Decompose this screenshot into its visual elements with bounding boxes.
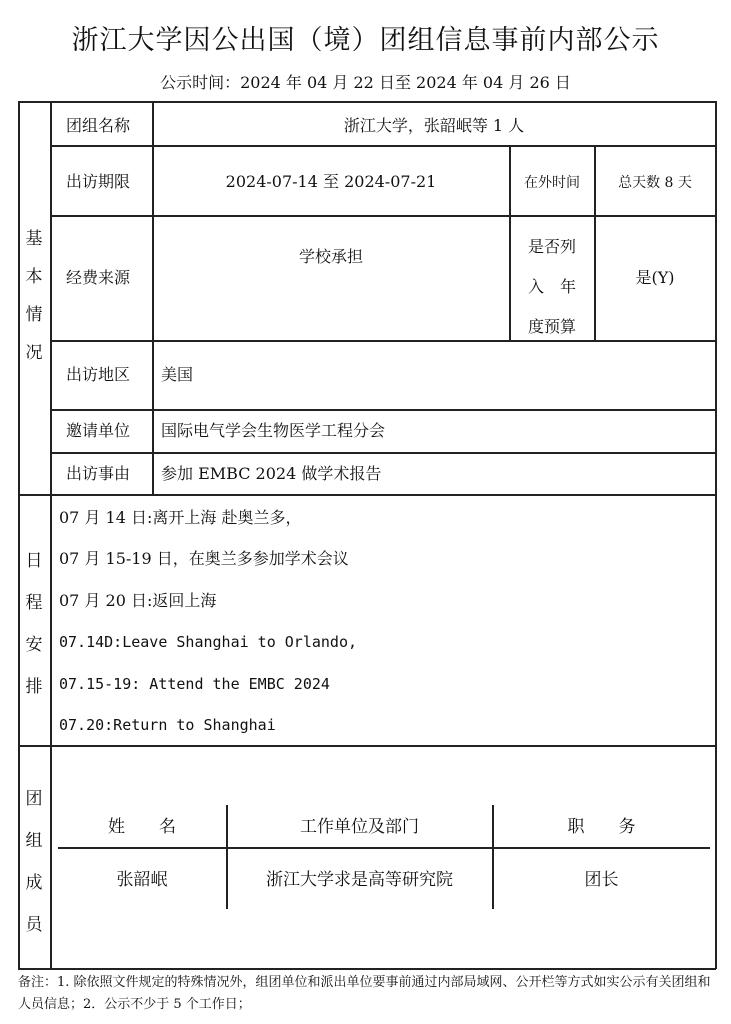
group-name-value: 浙江大学，张韶岷等 1 人 [343,116,525,135]
schedule-item: 07.14D:Leave Shanghai to Orlando, [59,633,358,651]
region-value: 美国 [161,365,194,384]
purpose-label: 出访事由 [66,464,131,483]
budget-value: 是(Y) [635,268,675,287]
abroad-days-value: 总天数 8 天 [618,175,692,191]
group-name-label: 团组名称 [66,116,131,135]
sidebar-divider [50,101,52,969]
basic-section-label: 基 本 情 况 [25,229,43,363]
schedule-item: 07.20:Return to Shanghai [59,716,276,734]
section-divider-members [18,745,716,747]
page-title: 浙江大学因公出国（境）团组信息事前内部公示 [71,25,660,56]
section-divider-schedule [18,494,716,496]
funding-value: 学校承担 [298,247,363,266]
row-divider [50,215,716,217]
inviter-value: 国际电气学会生物医学工程分会 [161,421,386,440]
members-header-unit: 工作单位及部门 [300,817,419,837]
members-section-label: 团 组 成 员 [25,789,43,935]
publicity-period: 公示时间：2024 年 04 月 22 日至 2024 年 04 月 26 日 [160,73,571,92]
table-top-border [18,101,716,103]
member-name: 张韶岷 [116,870,168,890]
row-divider [50,145,716,147]
members-header-divider [58,847,710,849]
schedule-item: 07 月 14 日:离开上海 赴奥兰多， [59,508,302,527]
region-label: 出访地区 [66,365,131,384]
purpose-value: 参加 EMBC 2024 做学术报告 [161,464,382,483]
period-label: 出访期限 [66,172,131,191]
member-title: 团长 [584,870,619,890]
table-right-border [715,101,717,969]
label-column-divider [152,101,154,495]
schedule-item: 07 月 20 日:返回上海 [59,591,217,610]
members-header-name: 姓 名 [108,817,176,837]
member-unit: 浙江大学求是高等研究院 [266,870,453,890]
schedule-item: 07.15-19: Attend the EMBC 2024 [59,675,330,693]
row-divider [50,409,716,411]
footnote: 备注：1. 除依照文件规定的特殊情况外，组团单位和派出单位要事前通过内部局域网、公开栏等方式如实公示有关团组和人员信息；2．公示不少于 5 个工作日； [18,975,711,1012]
period-value: 2024-07-14 至 2024-07-21 [225,172,437,191]
schedule-section-label: 日 程 安 排 [25,551,43,697]
abroad-time-label: 在外时间 [524,175,580,191]
members-header-title: 职 务 [567,817,636,837]
row-divider [50,452,716,454]
row-divider [50,340,716,342]
funding-label: 经费来源 [66,268,131,287]
schedule-item: 07 月 15-19 日，在奥兰多参加学术会议 [59,549,349,568]
inviter-label: 邀请单位 [66,421,131,440]
budget-label: 是否列 入 年 度预算 [527,237,576,336]
table-bottom-border [18,968,716,970]
